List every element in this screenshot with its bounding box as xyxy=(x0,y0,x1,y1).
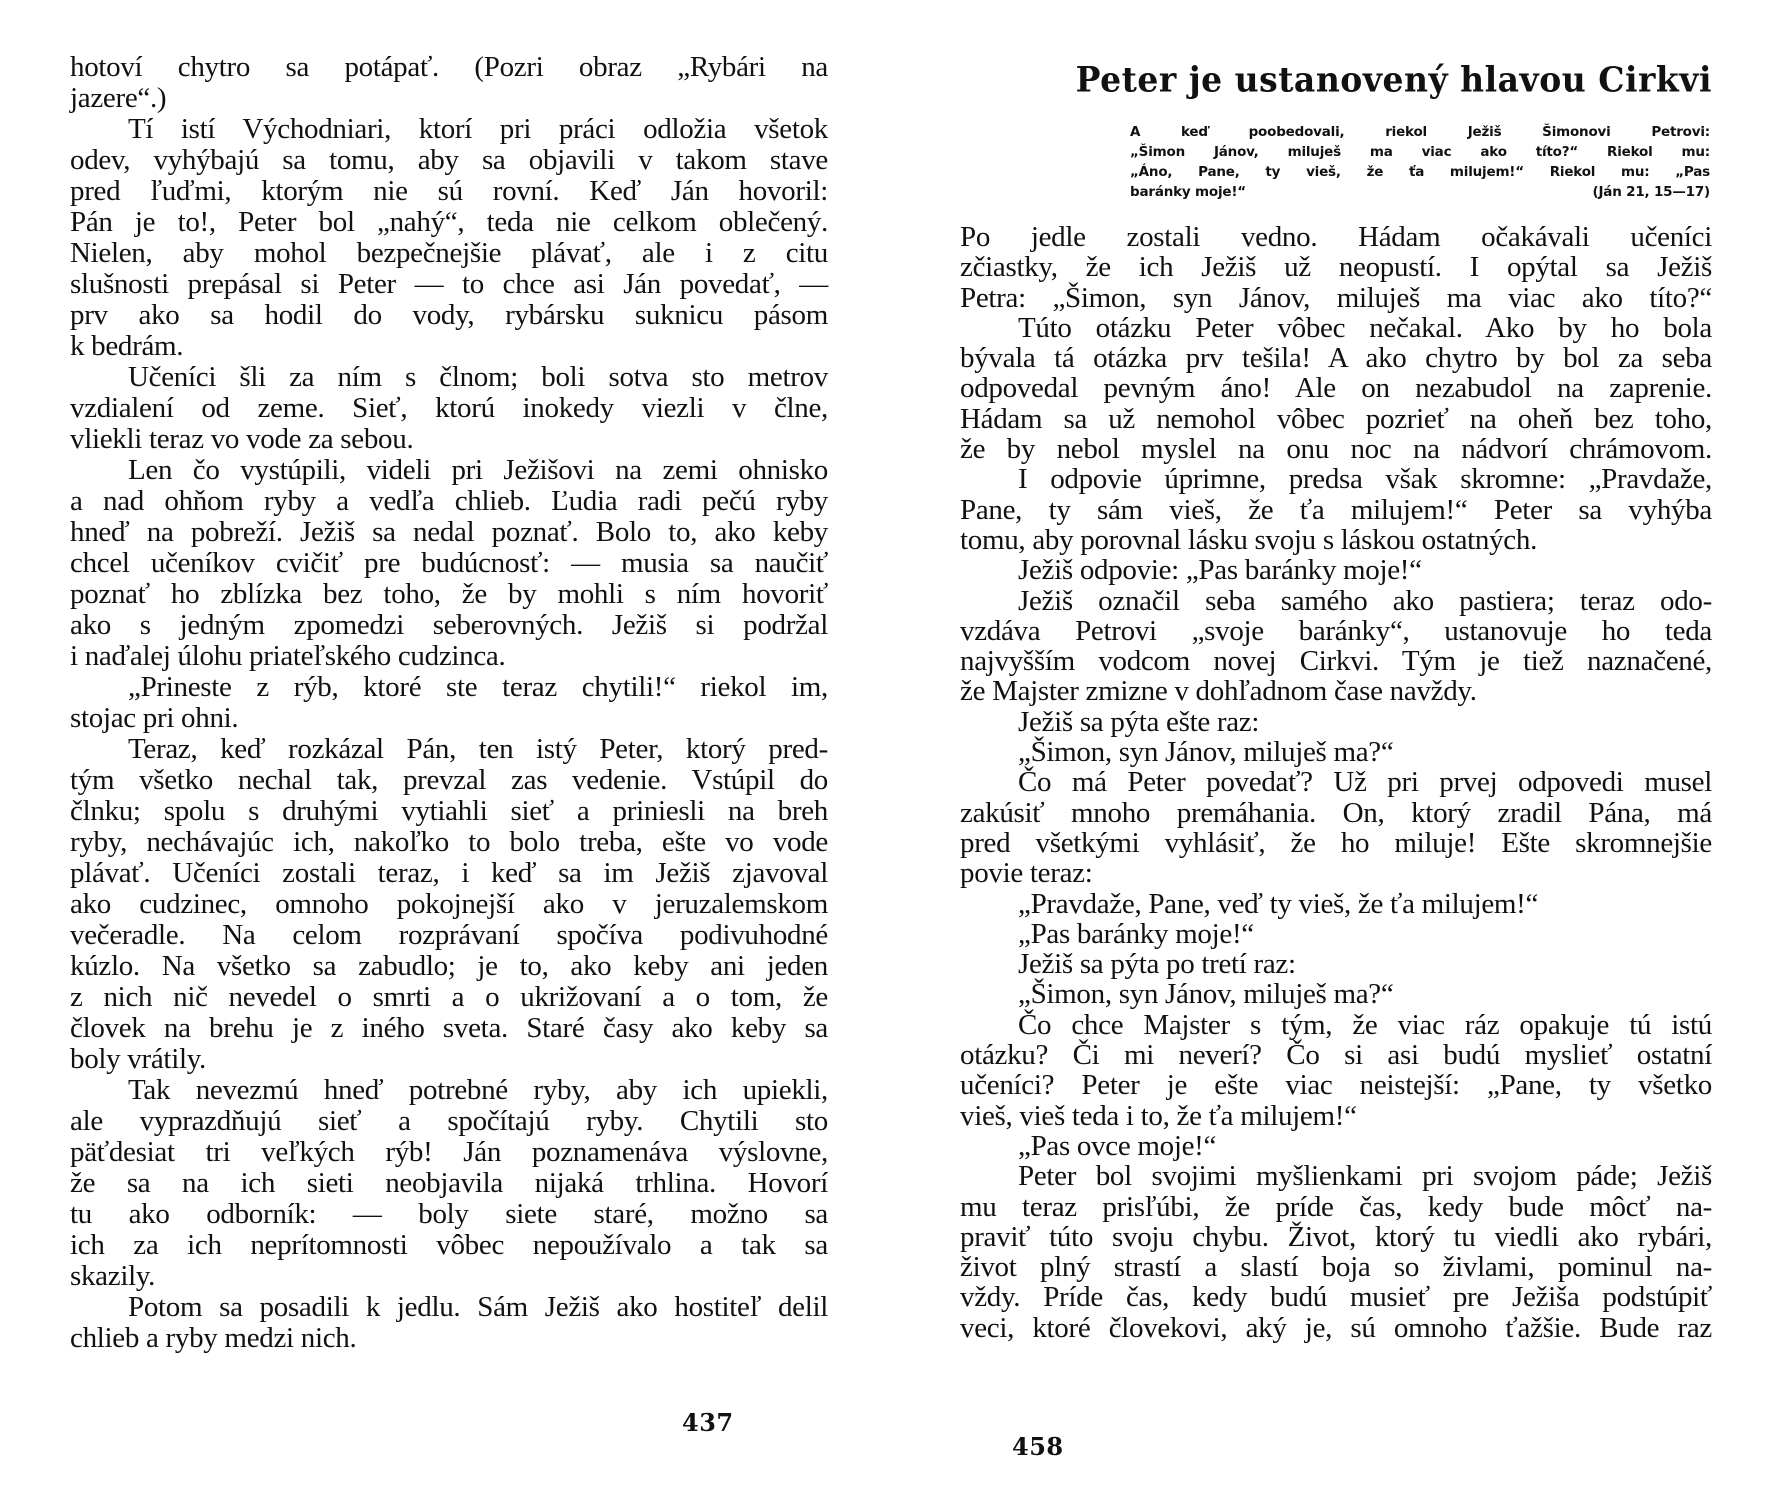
text-line: Túto otázku Peter vôbec nečakal. Ako by ho bola xyxy=(1018,311,1712,344)
text-line: Potom sa posadili k jedlu. Sám Ježiš ako hostiteľ delil xyxy=(128,1291,828,1323)
text-line: ako cudzinec, omnoho pokojnejší ako v jeruzalemskom xyxy=(70,888,828,920)
text-line: ich za ich neprítomnosti vôbec nepoužívalo a tak sa xyxy=(70,1229,828,1261)
text-line: poznať ho zblízka bez toho, že by mohli s ním hovoriť xyxy=(70,578,828,610)
right-page-body xyxy=(960,222,1712,1343)
text-line: kúzlo. Na všetko sa zabudlo; je to, ako keby ani jeden xyxy=(70,950,828,982)
text-line: vždy. Príde čas, kedy budú musieť pre Ježiša podstúpiť xyxy=(960,1281,1712,1314)
text-line: bývala tá otázka prv tešila! A ako chytro by bol za seba xyxy=(960,342,1712,375)
text-line: chcel učeníkov cvičiť pre budúcnosť: — musia sa naučiť xyxy=(70,547,828,579)
text-line: vliekli teraz vo vode za sebou. xyxy=(70,423,414,455)
text-line: vzdialení od zeme. Sieť, ktorú inokedy viezli v člne, xyxy=(70,392,828,424)
text-line: i naďalej úlohu priateľského cudzinca. xyxy=(70,640,506,672)
text-line: chlieb a ryby medzi nich. xyxy=(70,1322,357,1354)
text-line: praviť túto svoju chybu. Život, ktorý tu viedli ako rybári, xyxy=(960,1220,1712,1253)
text-line: že sa na ich sieti neobjavila nijaká trhlina. Hovorí xyxy=(70,1167,828,1199)
epigraph-last-line xyxy=(1130,182,1710,202)
text-line: Len čo vystúpili, videli pri Ježišovi na zemi ohnisko xyxy=(128,454,828,486)
scripture-reference: (Ján 21, 15—17) xyxy=(1592,184,1710,200)
text-line: odev, vyhýbajú sa tomu, aby sa objavili v takom stave xyxy=(70,144,828,176)
text-line: slušnosti prepásal si Peter — to chce asi Ján povedať, — xyxy=(70,268,828,300)
text-line: zakúsiť mnoho premáhania. On, ktorý zradil Pána, má xyxy=(960,796,1712,829)
text-line: tu ako odborník: — boly siete staré, možno sa xyxy=(70,1198,828,1230)
text-line: Učeníci šli za ním s člnom; boli sotva sto metrov xyxy=(128,361,828,393)
text-line: „Šimon, syn Jánov, miluješ ma?“ xyxy=(1018,978,1394,1011)
text-line: pred všetkými vyhlásiť, že ho miluje! Ešte skromnejšie xyxy=(960,826,1712,859)
left-page-body xyxy=(70,52,828,1354)
text-line: z nich nič nevedel o smrti a o ukrižovaní a o tom, že xyxy=(70,981,828,1013)
text-line: Ježiš sa pýta ešte raz: xyxy=(1018,705,1260,738)
text-line: Pane, ty sám vieš, že ťa milujem!“ Peter sa vyhýba xyxy=(960,493,1712,526)
text-line: Ježiš odpovie: „Pas baránky moje!“ xyxy=(1018,554,1422,587)
text-line: stojac pri ohni. xyxy=(70,702,239,734)
page-number-left: 437 xyxy=(682,1408,734,1437)
text-line: pred ľuďmi, ktorým nie sú rovní. Keď Ján hovoril: xyxy=(70,175,828,207)
text-line: najvyšším vodcom novej Cirkvi. Tým je tiež naznačené, xyxy=(960,645,1712,678)
text-line: prv ako sa hodil do vody, rybársku suknicu pásom xyxy=(70,299,828,331)
right-page xyxy=(892,0,1784,1500)
text-line: ryby, nechávajúc ich, nakoľko to bolo treba, ešte vo vode xyxy=(70,826,828,858)
text-line: boly vrátily. xyxy=(70,1043,206,1075)
text-line: jazere“.) xyxy=(70,82,167,114)
text-line: ako s jedným zpomedzi seberovných. Ježiš si podržal xyxy=(70,609,828,641)
text-line: I odpovie úprimne, predsa však skromne: „Pravdaže, xyxy=(1018,463,1712,496)
text-line: otázku? Či mi neverí? Čo si asi budú myslieť ostatní xyxy=(960,1039,1712,1072)
text-line: Teraz, keď rozkázal Pán, ten istý Peter, ktorý pred- xyxy=(128,733,828,765)
text-line: povie teraz: xyxy=(960,857,1093,890)
page-number-right: 458 xyxy=(1012,1432,1064,1461)
text-line: tomu, aby porovnal lásku svoju s láskou ostatných. xyxy=(960,523,1538,556)
text-line: že Majster zmizne v dohľadnom čase navždy. xyxy=(960,675,1477,708)
text-line: päťdesiat tri veľkých rýb! Ján poznamenáva výslovne, xyxy=(70,1136,828,1168)
text-line: zčiastky, že ich Ježiš už neopustí. I opýtal sa Ježiš xyxy=(960,251,1712,284)
text-line: skazily. xyxy=(70,1260,156,1292)
text-line: hotoví chytro sa potápať. (Pozri obraz „Rybári na xyxy=(70,51,828,83)
text-line: Čo chce Majster s tým, že viac ráz opakuje tú istú xyxy=(1018,1008,1712,1041)
text-line: tým všetko nechal tak, prevzal zas vedenie. Vstúpil do xyxy=(70,764,828,796)
epigraph-line: baránky moje!“ xyxy=(1130,184,1246,200)
text-line: plávať. Učeníci zostali teraz, i keď sa im Ježiš zjavoval xyxy=(70,857,828,889)
text-line: člnku; spolu s druhými vytiahli sieť a priniesli na breh xyxy=(70,795,828,827)
text-line: mu teraz prisľúbi, že príde čas, kedy bude môcť na- xyxy=(960,1190,1712,1223)
text-line: že by nebol myslel na onu noc na nádvorí chrámovom. xyxy=(960,433,1712,466)
text-line: „Šimon, syn Jánov, miluješ ma?“ xyxy=(1018,736,1394,769)
text-line: život plný strastí a slastí boja so živlami, pominul na- xyxy=(960,1251,1712,1284)
text-line: „Pravdaže, Pane, veď ty vieš, že ťa milujem!“ xyxy=(1018,887,1539,920)
text-line: Tí istí Východniari, ktorí pri práci odložia všetok xyxy=(128,113,828,145)
text-line: veci, ktoré človekovi, aký je, sú omnoho ťažšie. Bude raz xyxy=(960,1311,1712,1344)
text-line: večeradle. Na celom rozprávaní spočíva podivuhodné xyxy=(70,919,828,951)
text-line: Nielen, aby mohol bezpečnejšie plávať, ale i z citu xyxy=(70,237,828,269)
text-line: Čo má Peter povedať? Už pri prvej odpovedi musel xyxy=(1018,766,1712,799)
text-line: hneď na pobreží. Ježiš sa nedal poznať. Bolo to, ako keby xyxy=(70,516,828,548)
text-line: Po jedle zostali vedno. Hádam očakávali učeníci xyxy=(960,221,1712,253)
epigraph xyxy=(1130,122,1710,202)
chapter-heading: Peter je ustanovený hlavou Cirkvi xyxy=(1075,59,1712,100)
text-line: ale vyprazdňujú sieť a spočítajú ryby. Chytili sto xyxy=(70,1105,828,1137)
text-line: vieš, vieš teda i to, že ťa milujem!“ xyxy=(960,1099,1357,1132)
text-line: k bedrám. xyxy=(70,330,184,362)
epigraph-line: „Áno, Pane, ty vieš, že ťa milujem!“ Riekol mu: „Pas xyxy=(1130,164,1710,180)
text-line: Ježiš označil seba samého ako pastiera; teraz odo- xyxy=(1018,584,1712,617)
text-line: Pán je to!, Peter bol „nahý“, teda nie celkom oblečený. xyxy=(70,206,828,238)
text-line: Hádam sa už nemohol vôbec pozrieť na oheň bez toho, xyxy=(960,402,1712,435)
text-line: „Pas baránky moje!“ xyxy=(1018,917,1254,950)
text-line: vzdáva Petrovi „svoje baránky“, ustanovuje ho teda xyxy=(960,614,1712,647)
text-line: odpovedal pevným áno! Ale on nezabudol na zaprenie. xyxy=(960,372,1712,405)
text-line: Tak nevezmú hneď potrebné ryby, aby ich upiekli, xyxy=(128,1074,828,1106)
text-line: Peter bol svojimi myšlienkami pri svojom páde; Ježiš xyxy=(1018,1160,1712,1193)
text-line: „Prineste z rýb, ktoré ste teraz chytili!“ riekol im, xyxy=(128,671,828,703)
epigraph-line: A keď poobedovali, riekol Ježiš Šimonovi Petrovi: xyxy=(1130,124,1710,140)
text-line: človek na brehu je z iného sveta. Staré časy ako keby sa xyxy=(70,1012,828,1044)
text-line: učeníci? Peter je ešte viac neistejší: „Pane, ty všetko xyxy=(960,1069,1712,1102)
text-line: a nad ohňom ryby a vedľa chlieb. Ľudia radi pečú ryby xyxy=(70,485,828,517)
text-line: „Pas ovce moje!“ xyxy=(1018,1129,1217,1162)
text-line: Petra: „Šimon, syn Jánov, miluješ ma viac ako títo?“ xyxy=(960,281,1712,314)
epigraph-line: „Šimon Jánov, miluješ ma viac ako títo?“ Riekol mu: xyxy=(1130,144,1710,160)
text-line: Ježiš sa pýta po tretí raz: xyxy=(1018,948,1296,981)
